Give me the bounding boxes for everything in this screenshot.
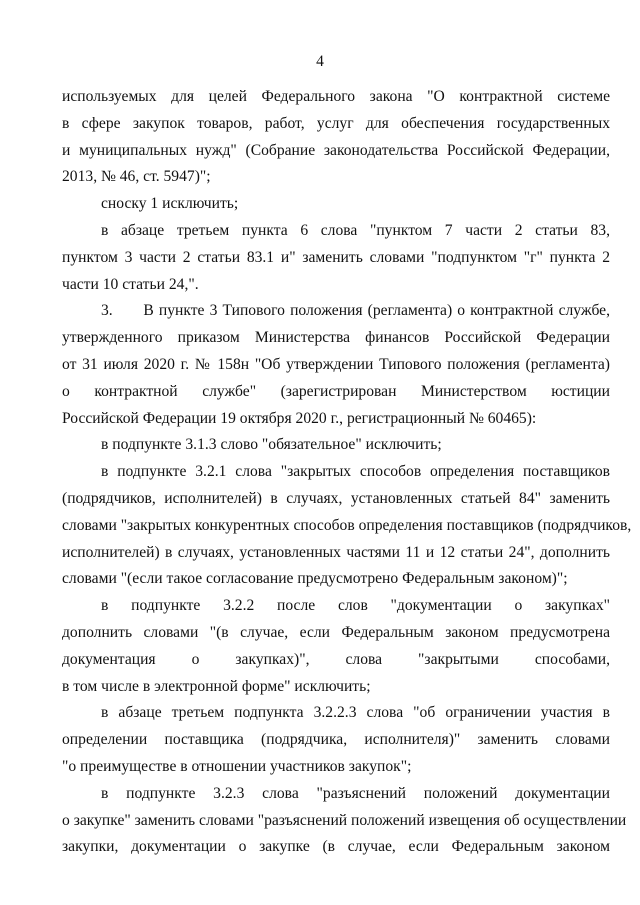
text-line: (подрядчиков, исполнителей) в случаях, установленных статьей 84" заменить <box>62 489 610 507</box>
text-line: "о преимуществе в отношении участников закупок"; <box>62 757 412 775</box>
text-line: в подпункте 3.2.1 слова "закрытых способов определения поставщиков <box>101 463 610 481</box>
text-line: сноску 1 исключить; <box>101 195 239 213</box>
text-line: в подпункте 3.2.3 слова "разъяснений положений документации <box>101 784 610 802</box>
text-line: в подпункте 3.1.3 слово "обязательное" исключить; <box>101 436 442 454</box>
text-line: документация о закупках)", слова "закрытыми способами, <box>62 650 610 668</box>
text-line: в абзаце третьем пункта 6 слова "пунктом 7 части 2 статьи 83, <box>101 221 610 239</box>
text-line: исполнителей) в случаях, установленных частями 11 и 12 статьи 24", дополнить <box>62 543 610 561</box>
text-line: определении поставщика (подрядчика, исполнителя)" заменить словами <box>62 731 610 749</box>
text-line: и муниципальных нужд" (Собрание законодательства Российской Федерации, <box>62 141 610 159</box>
text-line: дополнить словами "(в случае, если Федеральным законом предусмотрена <box>62 623 610 641</box>
text-line: в подпункте 3.2.2 после слов "документации о закупках" <box>101 597 610 615</box>
text-line: о контрактной службе" (зарегистрирован Министерством юстиции <box>62 382 610 400</box>
text-line: части 10 статьи 24,". <box>62 275 199 293</box>
text-line: 3. В пункте 3 Типового положения (регламента) о контрактной службе, <box>101 302 610 320</box>
text-line: утвержденного приказом Министерства финансов Российской Федерации <box>62 329 610 347</box>
text-line: пунктом 3 части 2 статьи 83.1 и" заменить словами "подпунктом "г" пункта 2 <box>62 248 610 266</box>
text-line: словами "закрытых конкурентных способов определения поставщиков (подрядчиков, <box>62 516 632 534</box>
text-line: используемых для целей Федерального закона "О контрактной системе <box>62 88 610 105</box>
text-line: словами "(если такое согласование предусмотрено Федеральным законом)"; <box>62 570 568 588</box>
text-line: в абзаце третьем подпункта 3.2.2.3 слова "об ограничении участия в <box>101 704 610 722</box>
page-number: 4 <box>316 53 324 70</box>
text-line: в сфере закупок товаров, работ, услуг для обеспечения государственных <box>62 114 610 132</box>
text-line: 2013, № 46, ст. 5947)"; <box>62 168 211 186</box>
text-line: Российской Федерации 19 октября 2020 г., регистрационный № 60465): <box>62 409 537 427</box>
text-line: от 31 июля 2020 г. № 158н "Об утверждении Типового положения (регламента) <box>62 355 610 373</box>
text-line: закупки, документации о закупке (в случае, если Федеральным законом <box>62 838 610 856</box>
document-body <box>62 84 632 861</box>
text-line: о закупке" заменить словами "разъяснений положений извещения об осуществлении <box>62 811 627 829</box>
text-line: в том числе в электронной форме" исключить; <box>62 677 371 695</box>
